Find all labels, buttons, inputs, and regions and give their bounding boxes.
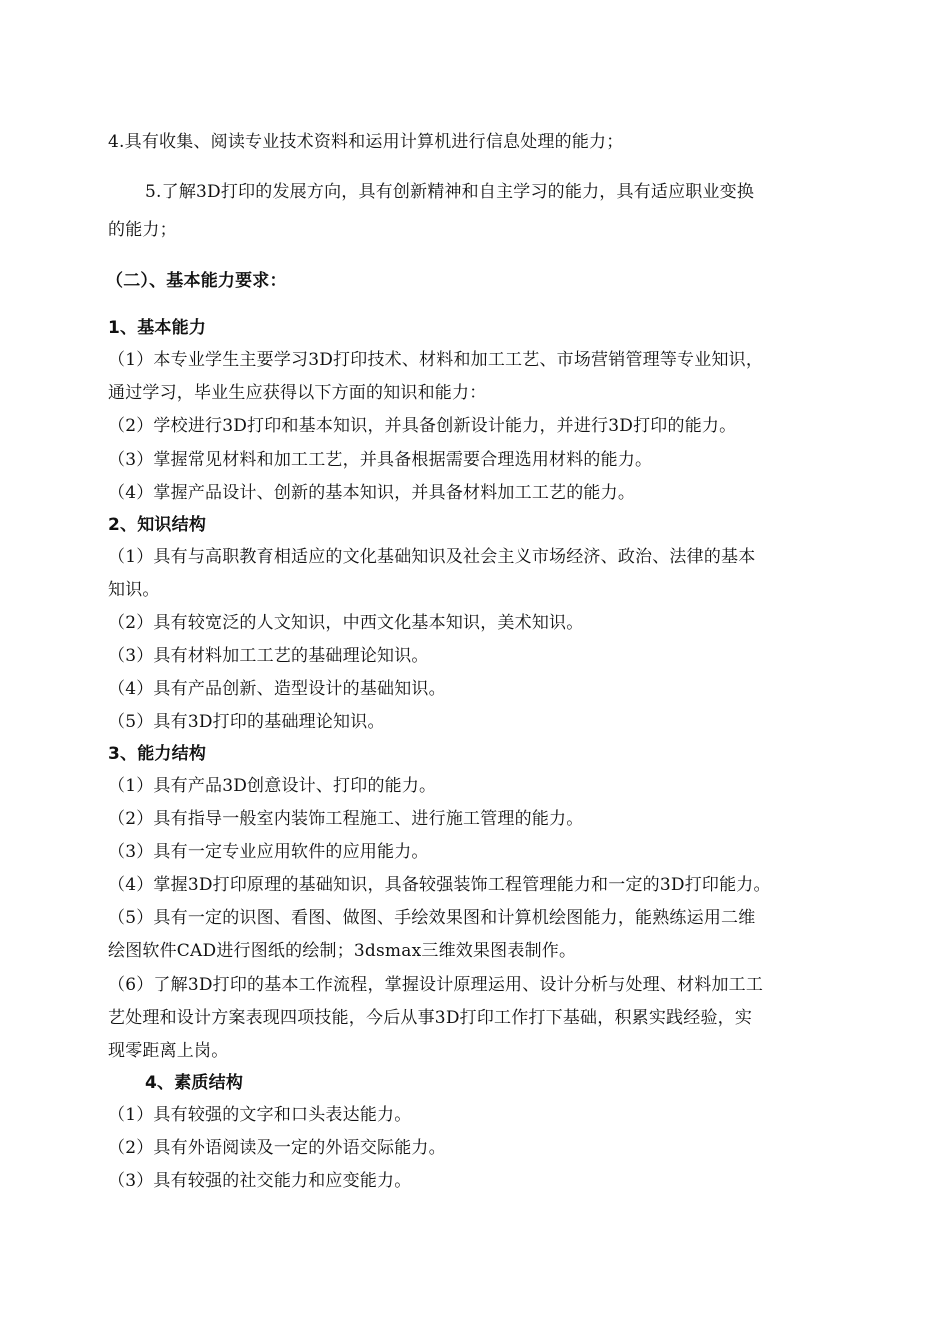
ability-p1: （1）具有产品3D创意设计、打印的能力。 — [108, 776, 437, 796]
ability-p5-line-1: （5）具有一定的识图、看图、做图、手绘效果图和计算机绘图能力，能熟练运用二维 — [108, 908, 756, 928]
intro-item-5-line-2: 的能力； — [108, 220, 177, 240]
knowledge-p4: （4）具有产品创新、造型设计的基础知识。 — [108, 679, 446, 699]
knowledge-p2: （2）具有较宽泛的人文知识，中西文化基本知识，美术知识。 — [108, 613, 584, 633]
ability-p4: （4）掌握3D打印原理的基础知识，具备较强装饰工程管理能力和一定的3D打印能力。 — [108, 875, 771, 895]
intro-item-4: 4.具有收集、阅读专业技术资料和运用计算机进行信息处理的能力； — [108, 132, 624, 152]
heading-ability-structure: 3、能力结构 — [108, 744, 207, 764]
quality-p2: （2）具有外语阅读及一定的外语交际能力。 — [108, 1138, 446, 1158]
knowledge-p3: （3）具有材料加工工艺的基础理论知识。 — [108, 646, 429, 666]
basic-p4: （4）掌握产品设计、创新的基本知识，并具备材料加工工艺的能力。 — [108, 483, 636, 503]
knowledge-p1-line-1: （1）具有与高职教育相适应的文化基础知识及社会主义市场经济、政治、法律的基本 — [108, 547, 756, 567]
heading-quality-structure: 4、素质结构 — [145, 1073, 244, 1093]
quality-p3: （3）具有较强的社交能力和应变能力。 — [108, 1171, 412, 1191]
ability-p6-line-2: 艺处理和设计方案表现四项技能，今后从事3D打印工作打下基础，积累实践经验，实 — [108, 1008, 753, 1028]
knowledge-p5: （5）具有3D打印的基础理论知识。 — [108, 712, 385, 732]
ability-p6-line-3: 现零距离上岗。 — [108, 1041, 229, 1061]
basic-p3: （3）掌握常见材料和加工工艺，并具备根据需要合理选用材料的能力。 — [108, 450, 653, 470]
ability-p2: （2）具有指导一般室内装饰工程施工、进行施工管理的能力。 — [108, 809, 584, 829]
quality-p1: （1）具有较强的文字和口头表达能力。 — [108, 1105, 412, 1125]
section-title: （二）、基本能力要求： — [106, 271, 287, 291]
ability-p6-line-1: （6）了解3D打印的基本工作流程，掌握设计原理运用、设计分析与处理、材料加工工 — [108, 975, 764, 995]
intro-item-5-line-1: 5.了解3D打印的发展方向，具有创新精神和自主学习的能力，具有适应职业变换 — [145, 182, 755, 202]
ability-p3: （3）具有一定专业应用软件的应用能力。 — [108, 842, 429, 862]
basic-p2: （2）学校进行3D打印和基本知识，并具备创新设计能力，并进行3D打印的能力。 — [108, 416, 737, 436]
basic-p1-line-2: 通过学习，毕业生应获得以下方面的知识和能力： — [108, 383, 487, 403]
basic-p1-line-1: （1）本专业学生主要学习3D打印技术、材料和加工工艺、市场营销管理等专业知识， — [108, 350, 764, 370]
ability-p5-line-2: 绘图软件CAD进行图纸的绘制；3dsmax三维效果图表制作。 — [108, 941, 577, 961]
heading-knowledge-structure: 2、知识结构 — [108, 515, 207, 535]
knowledge-p1-line-2: 知识。 — [108, 580, 160, 600]
heading-basic-ability: 1、基本能力 — [108, 318, 207, 338]
